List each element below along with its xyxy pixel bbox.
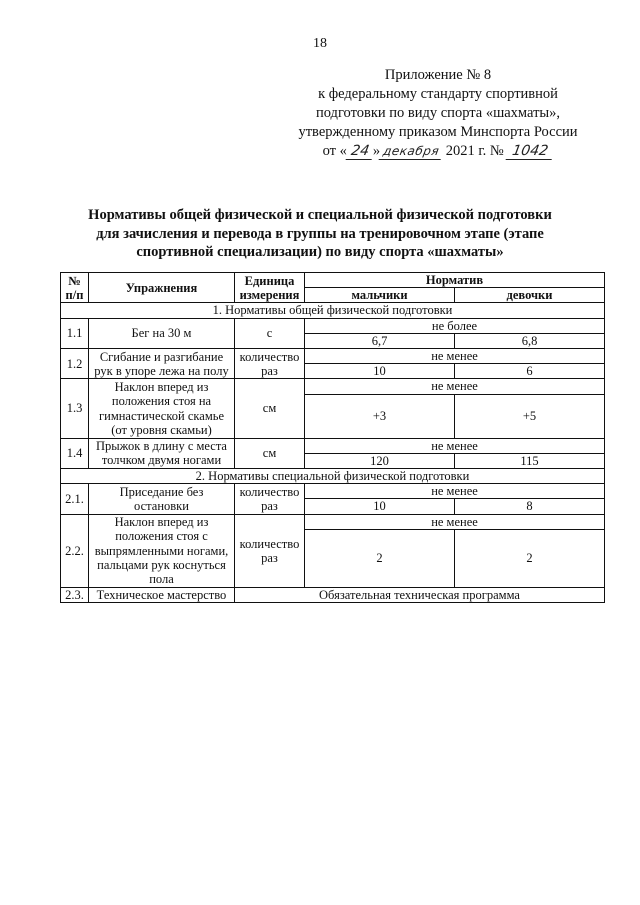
row-condition: не менее [305, 349, 605, 364]
row-norm-text: Обязательная техническая программа [235, 587, 605, 602]
row-num: 2.3. [61, 587, 89, 602]
row-unit: количество раз [235, 349, 305, 379]
row-unit: см [235, 379, 305, 438]
order-line [288, 142, 588, 161]
row-boys-value: 2 [305, 529, 455, 587]
row-exercise: Техническое мастерство [89, 587, 235, 602]
title-line-1: Нормативы общей физической и специальной физической подготовки [88, 207, 552, 223]
row-girls-value: 8 [455, 499, 605, 514]
row-exercise: Наклон вперед из положения стоя с выпрямленными ногами, пальцами рук коснуться пола [89, 514, 235, 587]
header-boys: мальчики [305, 288, 455, 303]
title-line-2: для зачисления и перевода в группы на тренировочном этапе (этапе [96, 225, 544, 242]
row-girls-value: 2 [455, 529, 605, 587]
handwritten-month: декабря [379, 144, 444, 160]
row-num: 1.2 [61, 349, 89, 379]
appendix-title: Приложение № 8 [384, 67, 492, 83]
row-girls-value: +5 [455, 394, 605, 438]
header-girls: девочки [455, 288, 605, 303]
table-row [61, 379, 605, 394]
table-row [61, 349, 605, 364]
row-boys-value: 10 [305, 364, 455, 379]
row-exercise: Бег на 30 м [89, 318, 235, 348]
row-condition: не менее [305, 438, 605, 453]
table-row [61, 587, 605, 602]
row-exercise: Наклон вперед из положения стоя на гимнастической скамье (от уровня скамьи) [89, 379, 235, 438]
appendix-line-4: утвержденному приказом Минспорта России [298, 124, 578, 140]
row-condition: не менее [305, 484, 605, 499]
document-title [40, 206, 600, 262]
row-num: 2.1. [61, 484, 89, 514]
row-girls-value: 6,8 [455, 333, 605, 348]
row-condition: не более [305, 318, 605, 333]
row-unit: количество раз [235, 514, 305, 587]
appendix-line-3: подготовки по виду спорта «шахматы», [315, 105, 561, 121]
header-row [61, 273, 605, 288]
header-norm: Норматив [305, 273, 605, 288]
table-row [61, 484, 605, 499]
section-row [61, 469, 605, 484]
row-boys-value: 120 [305, 453, 455, 468]
table-row [61, 318, 605, 333]
page-number: 18 [313, 36, 327, 51]
table-row [61, 514, 605, 529]
row-num: 1.3 [61, 379, 89, 438]
order-year: 2021 г. № [445, 143, 504, 159]
section-2-title: 2. Нормативы специальной физической подготовки [61, 469, 605, 484]
row-condition: не менее [305, 514, 605, 529]
order-prefix: от « [322, 143, 347, 159]
row-exercise: Прыжок в длину с места толчком двумя ногами [89, 438, 235, 468]
handwritten-order-number: 1042 [506, 144, 555, 160]
row-girls-value: 115 [455, 453, 605, 468]
row-num: 1.1 [61, 318, 89, 348]
norms-table [60, 272, 605, 603]
row-unit: см [235, 438, 305, 468]
section-row [61, 303, 605, 318]
table-row [61, 438, 605, 453]
row-boys-value: +3 [305, 394, 455, 438]
row-unit: количество раз [235, 484, 305, 514]
row-boys-value: 10 [305, 499, 455, 514]
header-exercise: Упражнения [89, 273, 235, 303]
title-line-3: спортивной специализации) по виду спорта «шахматы» [136, 244, 504, 260]
appendix-header [288, 66, 588, 161]
header-unit: Единица измерения [235, 273, 305, 303]
row-condition: не менее [305, 379, 605, 394]
row-boys-value: 6,7 [305, 333, 455, 348]
header-num: № п/п [61, 273, 89, 303]
order-mid: » [372, 143, 381, 159]
section-1-title: 1. Нормативы общей физической подготовки [61, 303, 605, 318]
row-exercise: Приседание без остановки [89, 484, 235, 514]
row-exercise: Сгибание и разгибание рук в упоре лежа на полу [89, 349, 235, 379]
row-unit: с [235, 318, 305, 348]
handwritten-day: 24 [345, 144, 374, 160]
row-num: 1.4 [61, 438, 89, 468]
appendix-line-2: к федеральному стандарту спортивной [318, 86, 558, 102]
row-num: 2.2. [61, 514, 89, 587]
row-girls-value: 6 [455, 364, 605, 379]
